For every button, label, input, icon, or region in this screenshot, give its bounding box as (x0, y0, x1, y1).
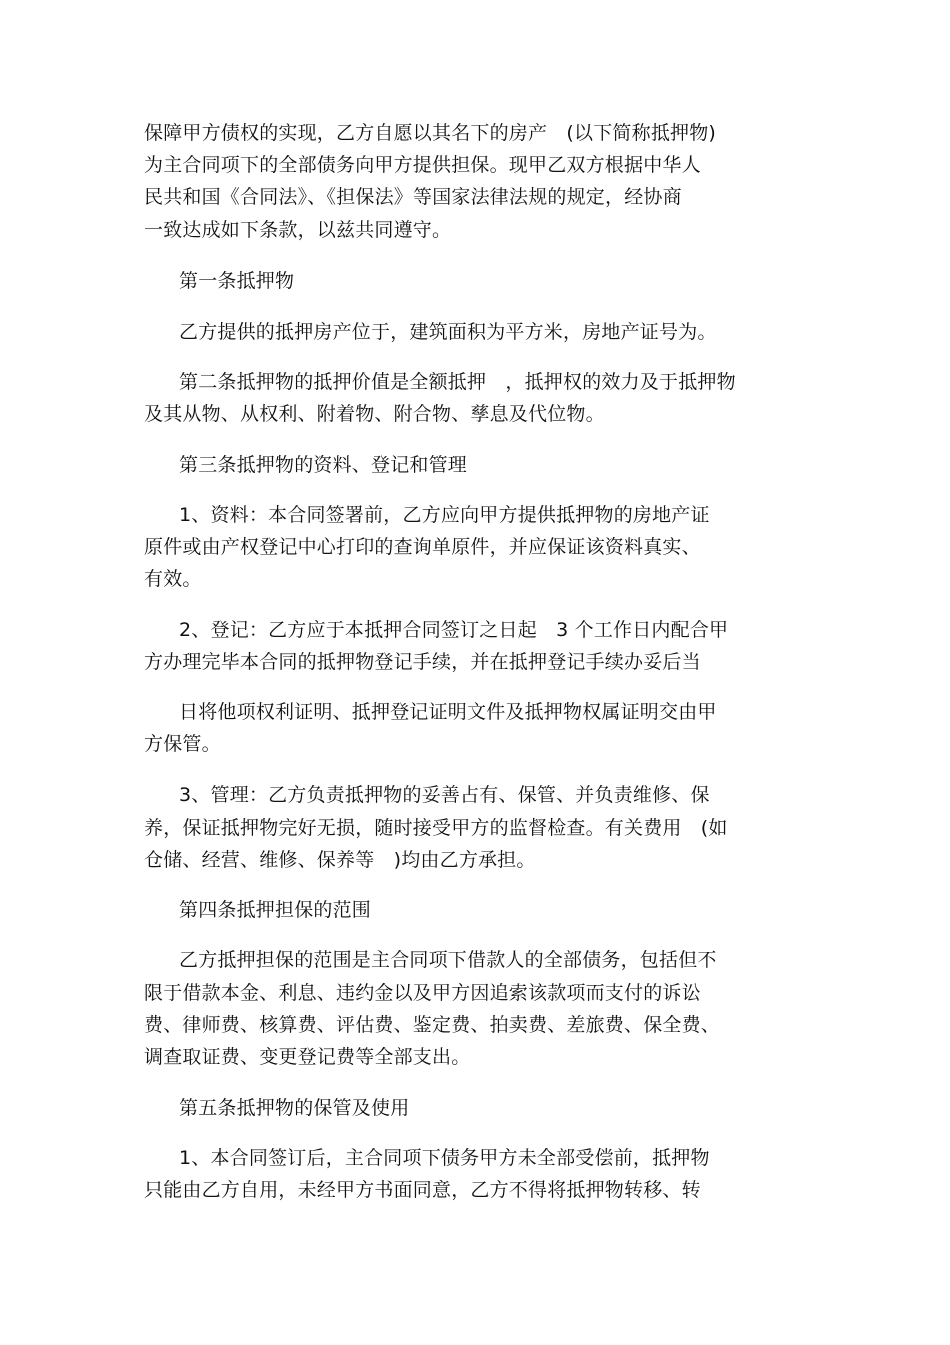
paragraph-line: 第二条抵押物的抵押价值是全额抵押 ，抵押权的效力及于抵押物 (179, 371, 736, 393)
paragraph-line: 方办理完毕本合同的抵押物登记手续，并在抵押登记手续办妥后当 (144, 651, 701, 673)
paragraph-line: 1、资料：本合同签署前，乙方应向甲方提供抵押物的房地产证 (179, 504, 710, 526)
paragraph-line: 原件或由产权登记中心打印的查询单原件，并应保证该资料真实、 (144, 536, 701, 558)
paragraph-line: 方保管。 (144, 733, 221, 755)
section-heading: 第三条抵押物的资料、登记和管理 (179, 454, 468, 476)
paragraph-line: 调查取证费、变更登记费等全部支出。 (144, 1046, 471, 1068)
paragraph-line: 为主合同项下的全部债务向甲方提供担保。现甲乙双方根据中华人 (144, 154, 701, 176)
paragraph-line: 仓储、经营、维修、保养等 )均由乙方承担。 (144, 849, 536, 871)
paragraph-line: 保障甲方债权的实现，乙方自愿以其名下的房产 (以下简称抵押物) (144, 122, 717, 144)
paragraph-line: 只能由乙方自用，未经甲方书面同意，乙方不得将抵押物转移、转 (144, 1179, 701, 1201)
paragraph-line: 有效。 (144, 568, 202, 590)
section-heading: 第五条抵押物的保管及使用 (179, 1097, 410, 1119)
paragraph-line: 3、管理：乙方负责抵押物的妥善占有、保管、并负责维修、保 (179, 784, 710, 806)
paragraph-line: 2、登记：乙方应于本抵押合同签订之日起 3 个工作日内配合甲 (179, 619, 729, 641)
section-heading: 第一条抵押物 (179, 270, 295, 292)
paragraph-line: 1、本合同签订后，主合同项下债务甲方未全部受偿前，抵押物 (179, 1147, 710, 1169)
paragraph-line: 及其从物、从权利、附着物、附合物、孳息及代位物。 (144, 403, 605, 425)
paragraph-line: 日将他项权利证明、抵押登记证明文件及抵押物权属证明交由甲 (179, 701, 717, 723)
section-heading: 第四条抵押担保的范围 (179, 899, 372, 921)
paragraph-line: 乙方提供的抵押房产位于，建筑面积为平方米，房地产证号为。 (179, 321, 717, 343)
paragraph-line: 养，保证抵押物完好无损，随时接受甲方的监督检查。有关费用 (如 (144, 817, 728, 839)
paragraph-line: 一致达成如下条款，以兹共同遵守。 (144, 219, 452, 241)
paragraph-line: 民共和国《合同法》、《担保法》等国家法律法规的规定，经协商 (144, 186, 682, 208)
paragraph-line: 乙方抵押担保的范围是主合同项下借款人的全部债务，包括但不 (179, 949, 717, 971)
paragraph-line: 费、律师费、核算费、评估费、鉴定费、拍卖费、差旅费、保全费、 (144, 1014, 721, 1036)
paragraph-line: 限于借款本金、利息、违约金以及甲方因追索该款项而支付的诉讼 (144, 982, 701, 1004)
